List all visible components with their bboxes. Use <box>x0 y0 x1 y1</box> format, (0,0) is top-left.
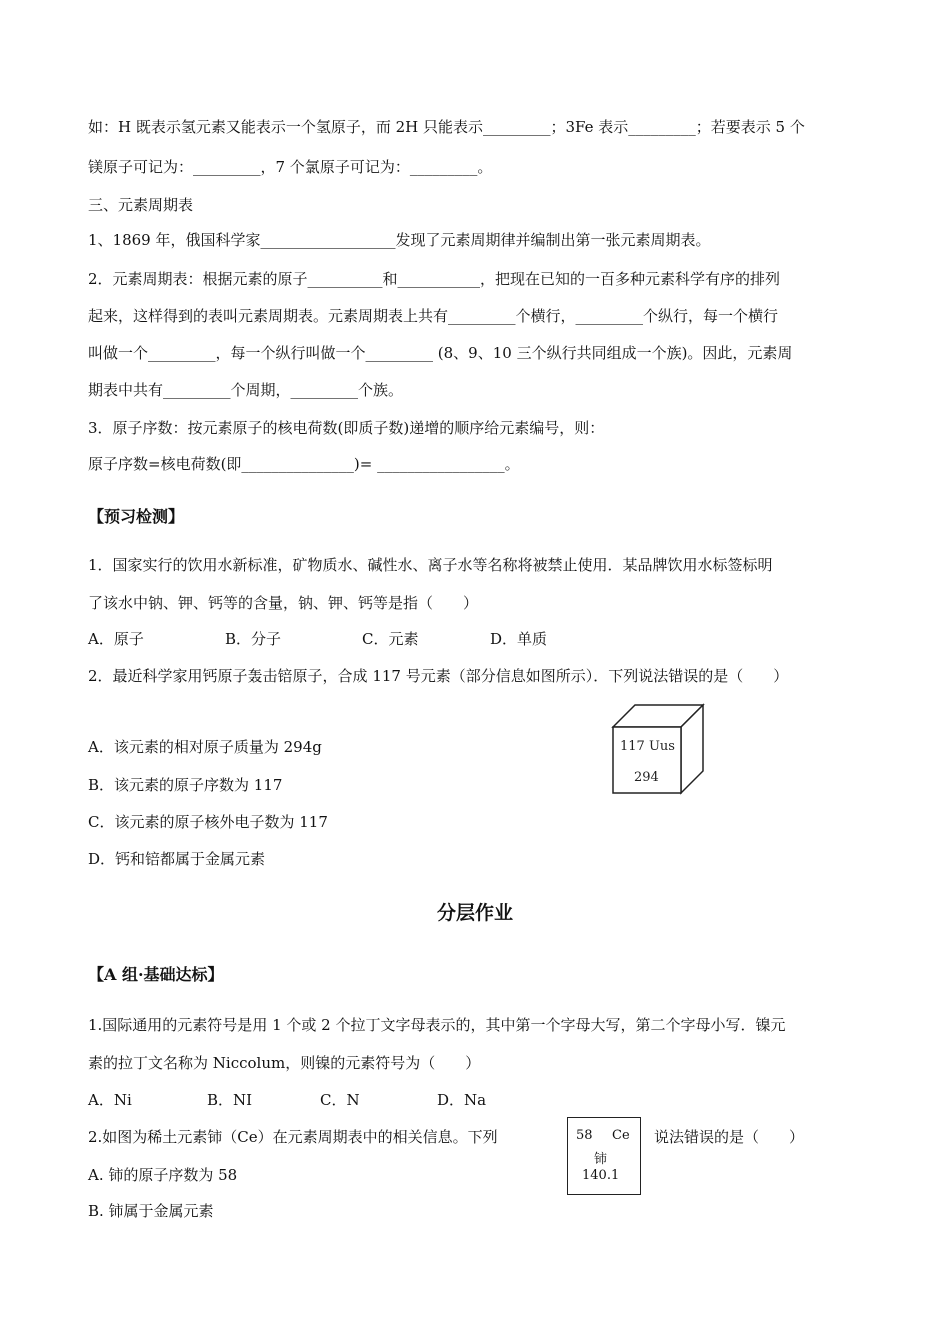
a1-line-b: 素的拉丁文名称为 Niccolum，则镍的元素符号为（ ） <box>88 1054 481 1072</box>
q1-option-a: A．原子 <box>88 630 144 648</box>
line-6: 起来，这样得到的表叫元素周期表。元素周期表上共有_________个横行，_________个纵行，每一个横行 <box>88 307 779 325</box>
preview-heading: 【预习检测】 <box>88 507 185 526</box>
a1-option-a: A．Ni <box>88 1091 132 1109</box>
a2-line-right: 说法错误的是（ ） <box>654 1128 805 1146</box>
q1-option-d: D．单质 <box>490 630 548 648</box>
line-8: 期表中共有_________个周期，_________个族。 <box>88 381 404 399</box>
ce-mass: 140.1 <box>582 1168 620 1183</box>
q2-line: 2．最近科学家用钙原子轰击锫原子，合成 117 号元素（部分信息如图所示）．下列说法错误的是（ ） <box>88 667 789 685</box>
line-2: 镁原子可记为：_________，7 个氯原子可记为：_________。 <box>88 158 493 176</box>
q1-option-b: B．分子 <box>225 630 282 648</box>
cube-line-2: 294 <box>634 770 659 785</box>
a2-option-b: B. 铈属于金属元素 <box>88 1202 214 1220</box>
a2-option-a: A. 铈的原子序数为 58 <box>88 1166 238 1184</box>
a1-line-a: 1.国际通用的元素符号是用 1 个或 2 个拉丁文字母表示的，其中第一个字母大写，第二个字母小写．镍元 <box>88 1016 786 1034</box>
a1-option-c: C．N <box>320 1091 360 1109</box>
element-cube-figure <box>610 700 706 796</box>
q2-option-b: B．该元素的原子序数为 117 <box>88 776 283 794</box>
line-4: 1、1869 年，俄国科学家__________________发现了元素周期律并编制出第一张元素周期表。 <box>88 231 711 249</box>
a1-option-d: D．Na <box>437 1091 487 1109</box>
q1-option-c: C．元素 <box>362 630 419 648</box>
section-title: 分层作业 <box>436 902 513 924</box>
line-7: 叫做一个_________，每一个纵行叫做一个_________ (8、9、10 三个纵行共同组成一个族)。因此，元素周 <box>88 344 793 362</box>
ce-symbol: Ce <box>612 1128 630 1143</box>
ce-name: 铈 <box>594 1152 608 1167</box>
heading-periodic-table: 三、元素周期表 <box>88 196 194 214</box>
a2-line-left: 2.如图为稀土元素铈（Ce）在元素周期表中的相关信息。下列 <box>88 1128 498 1146</box>
ce-number: 58 <box>576 1128 593 1143</box>
line-9: 3．原子序数：按元素原子的核电荷数(即质子数)递增的顺序给元素编号，则： <box>88 419 605 437</box>
line-1: 如：H 既表示氢元素又能表示一个氢原子，而 2H 只能表示_________；3Fe 表示_________；若要表示 5 个 <box>88 118 805 136</box>
q2-option-d: D．钙和锫都属于金属元素 <box>88 850 266 868</box>
cube-line-1: 117 Uus <box>620 739 675 754</box>
cerium-element-card <box>567 1117 641 1195</box>
line-5: 2．元素周期表：根据元素的原子__________和___________，把现在已知的一百多种元素科学有序的排列 <box>88 270 781 288</box>
q1-line-a: 1．国家实行的饮用水新标准，矿物质水、碱性水、离子水等名称将被禁止使用．某品牌饮用水标签标明 <box>88 556 773 574</box>
q2-option-a: A．该元素的相对原子质量为 294g <box>88 738 322 756</box>
q1-line-b: 了该水中钠、钾、钙等的含量，钠、钾、钙等是指（ ） <box>88 594 479 612</box>
group-a-heading: 【A 组·基础达标】 <box>88 965 224 984</box>
line-10: 原子序数=核电荷数(即_______________)= _________________。 <box>88 455 520 473</box>
q2-option-c: C．该元素的原子核外电子数为 117 <box>88 813 328 831</box>
a1-option-b: B．NI <box>207 1091 253 1109</box>
